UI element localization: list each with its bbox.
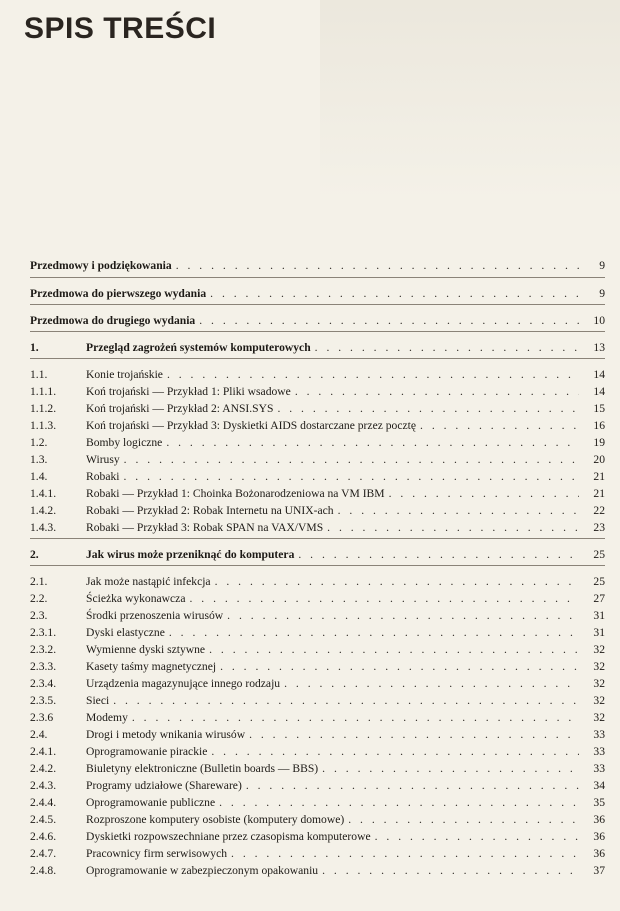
- toc-entry-number: 2.4.7.: [30, 847, 57, 860]
- toc-entry-page: 20: [593, 453, 605, 466]
- dot-leader: [277, 401, 579, 416]
- toc-entry-page: 23: [593, 521, 605, 534]
- toc-entry-number: 1.1.: [30, 368, 48, 381]
- toc-entry-page: 36: [593, 830, 605, 843]
- toc-entry: [30, 313, 605, 328]
- toc-entry: [30, 846, 605, 861]
- toc-entry-page: 25: [593, 548, 605, 561]
- toc-entry-page: 9: [599, 287, 605, 300]
- toc-entry: [30, 384, 605, 399]
- toc-entry-page: 37: [593, 864, 605, 877]
- dot-leader: [322, 863, 579, 878]
- section-divider: [30, 277, 605, 278]
- toc-entry-number: 1.4.3.: [30, 521, 57, 534]
- toc-entry-title: Koń trojański — Przykład 3: Dyskietki AIDS dostarczane przez pocztę: [86, 419, 417, 432]
- toc-entry: [30, 625, 605, 640]
- toc-entry-title: Jak może nastąpić infekcja: [86, 575, 211, 588]
- toc-entry-number: 2.1.: [30, 575, 48, 588]
- toc-entry-number: 1.: [30, 341, 39, 354]
- toc-entry: [30, 863, 605, 878]
- toc-entry-title: Modemy: [86, 711, 128, 724]
- toc-entry-number: 2.3.1.: [30, 626, 57, 639]
- toc-entry-number: 2.4.8.: [30, 864, 57, 877]
- toc-entry-title: Bomby logiczne: [86, 436, 163, 449]
- toc-entry-title: Oprogramowanie w zabezpieczonym opakowaniu: [86, 864, 319, 877]
- toc-entry-title: Kasety taśmy magnetycznej: [86, 660, 217, 673]
- dot-leader: [169, 625, 579, 640]
- toc-entry-page: 32: [593, 694, 605, 707]
- toc-entry-page: 31: [593, 609, 605, 622]
- toc-entry-page: 32: [593, 643, 605, 656]
- toc-entry-page: 21: [593, 470, 605, 483]
- toc-entry: [30, 608, 605, 623]
- toc-entry-title: Przedmowa do drugiego wydania: [30, 314, 196, 327]
- toc-entry-page: 9: [599, 259, 605, 272]
- dot-leader: [375, 829, 579, 844]
- dot-leader: [231, 846, 579, 861]
- toc-entry-number: 1.1.3.: [30, 419, 57, 432]
- section-divider: [30, 538, 605, 539]
- toc-entry: [30, 520, 605, 535]
- toc-entry: [30, 591, 605, 606]
- toc-entry: [30, 812, 605, 827]
- dot-leader: [209, 642, 579, 657]
- toc-entry-title: Ścieżka wykonawcza: [86, 592, 186, 605]
- toc-entry: [30, 367, 605, 382]
- toc-entry: [30, 829, 605, 844]
- toc-entry-number: 1.3.: [30, 453, 48, 466]
- dot-leader: [219, 795, 579, 810]
- page-title: SPIS TREŚCI: [24, 12, 217, 45]
- toc-entry-title: Pracownicy firm serwisowych: [86, 847, 228, 860]
- toc-entry: [30, 435, 605, 450]
- toc-entry: [30, 744, 605, 759]
- toc-entry-number: 1.4.1.: [30, 487, 57, 500]
- toc-entry: [30, 693, 605, 708]
- dot-leader: [189, 591, 579, 606]
- toc-entry-number: 1.4.: [30, 470, 48, 483]
- dot-leader: [322, 761, 579, 776]
- toc-entry-title: Przedmowa do pierwszego wydania: [30, 287, 207, 300]
- toc-entry-title: Robaki — Przykład 3: Robak SPAN na VAX/VMS: [86, 521, 324, 534]
- toc-entry: [30, 401, 605, 416]
- dot-leader: [227, 608, 579, 623]
- dot-leader: [124, 469, 580, 484]
- toc-entry: [30, 642, 605, 657]
- toc-entry: [30, 574, 605, 589]
- toc-entry-page: 25: [593, 575, 605, 588]
- toc-entry: [30, 503, 605, 518]
- toc-entry-title: Robaki: [86, 470, 120, 483]
- dot-leader: [132, 710, 579, 725]
- toc-entry-page: 13: [593, 341, 605, 354]
- toc-entry-page: 34: [593, 779, 605, 792]
- toc-entry-number: 2.4.: [30, 728, 48, 741]
- dot-leader: [210, 286, 579, 301]
- toc-entry-page: 32: [593, 711, 605, 724]
- toc-entry: [30, 469, 605, 484]
- toc-entry-page: 16: [593, 419, 605, 432]
- dot-leader: [199, 313, 579, 328]
- toc-entry-number: 1.1.1.: [30, 385, 57, 398]
- toc-entry-title: Wirusy: [86, 453, 120, 466]
- toc-entry-title: Koń trojański — Przykład 2: ANSI.SYS: [86, 402, 274, 415]
- toc-entry: [30, 778, 605, 793]
- toc-entry-number: 2.3.3.: [30, 660, 57, 673]
- toc-entry-title: Programy udziałowe (Shareware): [86, 779, 242, 792]
- toc-entry-page: 33: [593, 762, 605, 775]
- toc-entry-title: Konie trojańskie: [86, 368, 163, 381]
- toc-entry: [30, 286, 605, 301]
- toc-entry-number: 2.4.5.: [30, 813, 57, 826]
- toc-entry-number: 1.4.2.: [30, 504, 57, 517]
- section-divider: [30, 358, 605, 359]
- toc-entry: [30, 486, 605, 501]
- dot-leader: [215, 574, 579, 589]
- toc-entry-page: 10: [593, 314, 605, 327]
- toc-entry-title: Biuletyny elektroniczne (Bulletin boards — BBS): [86, 762, 319, 775]
- section-divider: [30, 565, 605, 566]
- dot-leader: [176, 258, 579, 273]
- dot-leader: [295, 384, 579, 399]
- toc-entry-number: 2.3.4.: [30, 677, 57, 690]
- toc-entry-title: Robaki — Przykład 2: Robak Internetu na UNIX-ach: [86, 504, 334, 517]
- section-divider: [30, 304, 605, 305]
- toc-entry-number: 2.4.3.: [30, 779, 57, 792]
- toc-entry-number: 2.3.6: [30, 711, 54, 724]
- toc-entry-page: 32: [593, 677, 605, 690]
- toc-entry-title: Koń trojański — Przykład 1: Pliki wsadowe: [86, 385, 291, 398]
- toc-entry-title: Oprogramowanie publiczne: [86, 796, 216, 809]
- toc-entry: [30, 340, 605, 355]
- toc-entry-number: 1.1.2.: [30, 402, 57, 415]
- toc-entry: [30, 761, 605, 776]
- toc-entry-number: 2.4.4.: [30, 796, 57, 809]
- toc-entry-number: 2.4.1.: [30, 745, 57, 758]
- toc-entry-title: Przegląd zagrożeń systemów komputerowych: [86, 341, 311, 354]
- dot-leader: [389, 486, 579, 501]
- toc-entry: [30, 547, 605, 562]
- toc-entry-page: 31: [593, 626, 605, 639]
- dot-leader: [113, 693, 579, 708]
- toc-entry-number: 2.2.: [30, 592, 48, 605]
- toc-entry-page: 36: [593, 813, 605, 826]
- toc-entry: [30, 659, 605, 674]
- toc-entry-page: 21: [593, 487, 605, 500]
- dot-leader: [124, 452, 579, 467]
- toc-entry-title: Sieci: [86, 694, 110, 707]
- toc-entry-title: Wymienne dyski sztywne: [86, 643, 206, 656]
- toc-entry-page: 36: [593, 847, 605, 860]
- dot-leader: [327, 520, 579, 535]
- toc-entry: [30, 710, 605, 725]
- toc-entry-number: 2.: [30, 548, 39, 561]
- toc-entry-title: Dyskietki rozpowszechniane przez czasopisma komputerowe: [86, 830, 371, 843]
- toc-entry: [30, 727, 605, 742]
- toc-entry-title: Oprogramowanie pirackie: [86, 745, 208, 758]
- toc-entry-title: Urządzenia magazynujące innego rodzaju: [86, 677, 281, 690]
- section-divider: [30, 331, 605, 332]
- toc-entry: [30, 452, 605, 467]
- dot-leader: [338, 503, 579, 518]
- toc-entry-title: Dyski elastyczne: [86, 626, 165, 639]
- toc-entry-page: 14: [593, 385, 605, 398]
- dot-leader: [220, 659, 579, 674]
- toc-entry-page: 35: [593, 796, 605, 809]
- dot-leader: [246, 778, 579, 793]
- toc-entry: [30, 418, 605, 433]
- dot-leader: [315, 340, 579, 355]
- dot-leader: [284, 676, 579, 691]
- toc-entry-number: 2.3.: [30, 609, 48, 622]
- toc-entry-number: 1.2.: [30, 436, 48, 449]
- dot-leader: [348, 812, 579, 827]
- toc-entry-number: 2.3.5.: [30, 694, 57, 707]
- toc-entry-page: 27: [593, 592, 605, 605]
- toc-entry-title: Rozproszone komputery osobiste (komputery domowe): [86, 813, 345, 826]
- toc-entry-page: 15: [593, 402, 605, 415]
- toc-entry-page: 33: [593, 728, 605, 741]
- toc-entry-title: Drogi i metody wnikania wirusów: [86, 728, 246, 741]
- toc-entry-title: Robaki — Przykład 1: Choinka Bożonarodzeniowa na VM IBM: [86, 487, 385, 500]
- dot-leader: [249, 727, 579, 742]
- toc-entry-page: 14: [593, 368, 605, 381]
- toc-entry-number: 2.4.2.: [30, 762, 57, 775]
- toc-entry: [30, 676, 605, 691]
- toc-entry-title: Przedmowy i podziękowania: [30, 259, 172, 272]
- toc-entry-page: 19: [593, 436, 605, 449]
- toc-entry-page: 22: [593, 504, 605, 517]
- dot-leader: [166, 435, 579, 450]
- toc-entry-title: Środki przenoszenia wirusów: [86, 609, 224, 622]
- dot-leader: [167, 367, 579, 382]
- dot-leader: [420, 418, 579, 433]
- toc-entry-page: 32: [593, 660, 605, 673]
- toc-entry-number: 2.3.2.: [30, 643, 57, 656]
- dot-leader: [298, 547, 579, 562]
- toc-entry: [30, 795, 605, 810]
- dot-leader: [211, 744, 579, 759]
- toc-entry-title: Jak wirus może przeniknąć do komputera: [86, 548, 295, 561]
- toc-entry: [30, 258, 605, 273]
- toc-entry-number: 2.4.6.: [30, 830, 57, 843]
- toc-entry-page: 33: [593, 745, 605, 758]
